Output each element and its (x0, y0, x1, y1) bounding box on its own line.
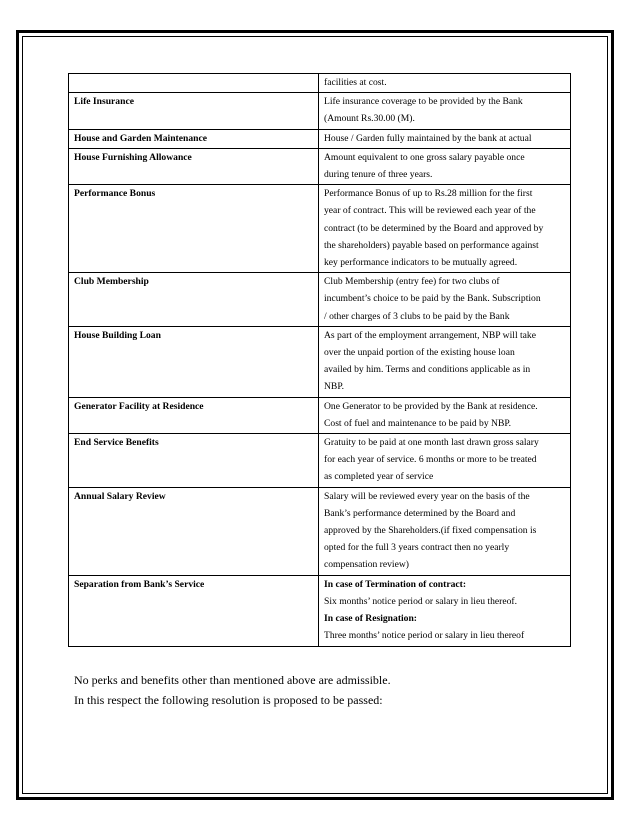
table-row (69, 93, 571, 129)
benefit-detail: Gratuity to be paid at one month last drawn gross salary for each year of service. 6 months or more to be treated as completed year of service (319, 434, 571, 488)
benefit-label: Club Membership (69, 273, 319, 327)
benefit-label: Life Insurance (69, 93, 319, 129)
benefit-detail: Club Membership (entry fee) for two clubs of incumbent’s choice to be paid by the Bank. Subscription / other charges of 3 clubs to be paid by the Bank (319, 273, 571, 327)
benefit-detail: Amount equivalent to one gross salary payable once during tenure of three years. (319, 148, 571, 184)
benefit-label: Annual Salary Review (69, 487, 319, 575)
perks-statement: No perks and benefits other than mentioned above are admissible. (74, 673, 391, 687)
termination-heading: In case of Termination of contract: (324, 578, 467, 590)
resignation-heading: In case of Resignation: (324, 613, 418, 625)
table-row (69, 74, 571, 93)
benefit-detail: Salary will be reviewed every year on the basis of the Bank’s performance determined by the Board and approved by the Shareholders.(if fixed compensation is opted for the full 3 years contract then no yearly compensation review) (319, 487, 571, 575)
benefit-detail: Performance Bonus of up to Rs.28 million for the first year of contract. This will be reviewed each year of the contract (to be determined by the Board and approved by the shareholders) payable based on performance against key performance indicators to be mutually agreed. (319, 185, 571, 273)
separation-detail (319, 575, 571, 646)
resolution-intro: In this respect the following resolution is proposed to be passed: (74, 693, 383, 707)
benefits-table-body (69, 74, 571, 647)
benefit-label: House and Garden Maintenance (69, 129, 319, 148)
table-row (69, 148, 571, 184)
benefit-label (69, 74, 319, 93)
benefit-label: Performance Bonus (69, 185, 319, 273)
table-row (69, 487, 571, 575)
separation-label: Separation from Bank’s Service (69, 575, 319, 646)
resignation-text: Three months’ notice period or salary in lieu thereof (324, 630, 525, 642)
benefit-detail: One Generator to be provided by the Bank at residence. Cost of fuel and maintenance to be paid by NBP. (319, 397, 571, 433)
benefit-label: End Service Benefits (69, 434, 319, 488)
table-row (69, 273, 571, 327)
termination-text: Six months’ notice period or salary in lieu thereof. (324, 595, 517, 607)
benefit-label: House Furnishing Allowance (69, 148, 319, 184)
benefit-label: Generator Facility at Residence (69, 397, 319, 433)
benefit-detail: As part of the employment arrangement, NBP will take over the unpaid portion of the existing house loan availed by him. Terms and conditions applicable as in NBP. (319, 326, 571, 397)
table-row-separation (69, 575, 571, 646)
benefits-table (68, 73, 571, 647)
table-row (69, 326, 571, 397)
table-row (69, 129, 571, 148)
benefit-detail: House / Garden fully maintained by the bank at actual (319, 129, 571, 148)
table-row (69, 397, 571, 433)
benefit-detail: Life insurance coverage to be provided by the Bank (Amount Rs.30.00 (M). (319, 93, 571, 129)
benefit-label: House Building Loan (69, 326, 319, 397)
table-row (69, 434, 571, 488)
benefit-detail: facilities at cost. (319, 74, 571, 93)
table-row (69, 185, 571, 273)
